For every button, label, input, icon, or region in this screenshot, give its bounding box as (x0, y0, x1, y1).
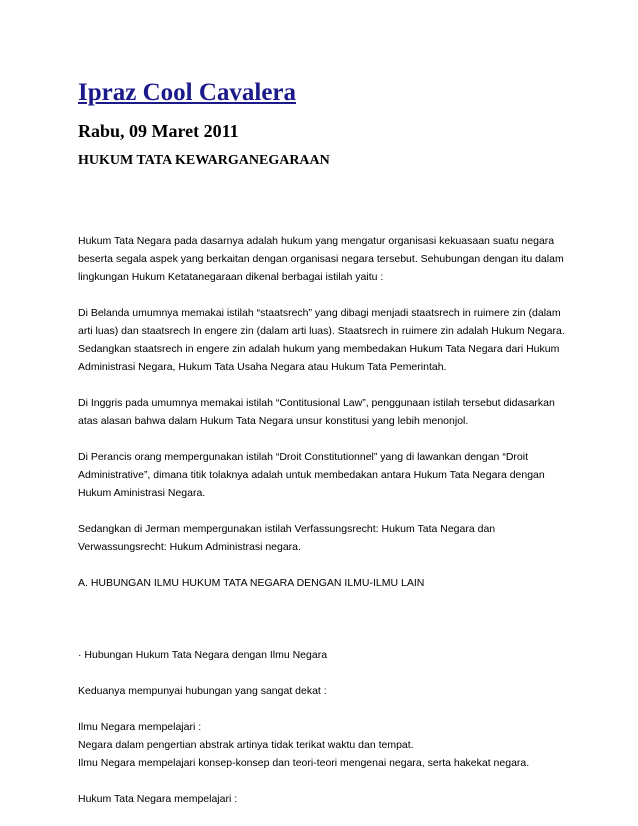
spacer (78, 610, 578, 646)
post-title: HUKUM TATA KEWARGANEGARAAN (78, 153, 330, 168)
section-heading-a (78, 574, 578, 592)
text-line: Negara dalam pengertian abstrak artinya tidak terikat waktu dan tempat. (78, 739, 414, 751)
text-line: Hukum Tata Negara mempelajari : (78, 793, 238, 805)
text-line: Administrasi Negara, Hukum Tata Usaha Negara atau Hukum Tata Pemerintah. (78, 361, 447, 373)
text-line: Verwassungsrecht: Hukum Administrasi negara. (78, 541, 301, 553)
text-line: Hukum Aministrasi Negara. (78, 487, 206, 499)
text-line: Di Belanda umumnya memakai istilah “staatsrech” yang dibagi menjadi staatsrech in ruimere zin (dalam (78, 307, 561, 319)
text-line: Di Inggris pada umumnya memakai istilah “Contitusional Law”, penggunaan istilah tersebut didasarkan (78, 397, 555, 409)
text-line: Hukum Tata Negara pada dasarnya adalah hukum yang mengatur organisasi kekuasaan suatu negara (78, 235, 555, 247)
text-line: Di Perancis orang mempergunakan istilah “Droit Constitutionnel” yang di lawankan dengan “Droit (78, 451, 528, 463)
paragraph-jerman (78, 520, 578, 556)
text-line: Administrative”, dimana titik tolaknya adalah untuk membedakan antara Hukum Tata Negara dengan (78, 469, 545, 481)
text-line: · Hubungan Hukum Tata Negara dengan Ilmu Negara (78, 649, 328, 661)
paragraph-belanda (78, 304, 578, 376)
text-line: arti luas) dan staatsrech In engere zin (dalam arti luas). Staatsrech in ruimere zin adalah Hukum Negara. (78, 325, 565, 337)
text-line: atas alasan bahwa dalam Hukum Tata Negara unsur konstitusi yang lebih menonjol. (78, 415, 469, 427)
text-line: lingkungan Hukum Ketatanegaraan dikenal berbagai istilah yaitu : (78, 271, 384, 283)
paragraph-intro (78, 232, 578, 286)
bullet-hubungan (78, 646, 578, 664)
paragraph-htn-mempelajari (78, 790, 578, 808)
text-line: Sedangkan staatsrech in engere zin adalah hukum yang membedakan Hukum Tata Negara dari Hukum (78, 343, 560, 355)
paragraph-perancis (78, 448, 578, 502)
text-line: Sedangkan di Jerman mempergunakan istilah Verfassungsrecht: Hukum Tata Negara dan (78, 523, 496, 535)
text-line: Ilmu Negara mempelajari konsep-konsep dan teori-teori mengenai negara, serta hakekat negara. (78, 757, 530, 769)
post-date: Rabu, 09 Maret 2011 (78, 121, 239, 141)
text-line: beserta segala aspek yang berkaitan dengan organisasi negara tersebut. Sehubungan dengan itu dalam (78, 253, 564, 265)
text-line: Keduanya mempunyai hubungan yang sangat dekat : (78, 685, 327, 697)
paragraph-keduanya (78, 682, 578, 700)
text-line: Ilmu Negara mempelajari : (78, 721, 202, 733)
blog-title-link[interactable]: Ipraz Cool Cavalera (78, 79, 297, 106)
text-line: A. HUBUNGAN ILMU HUKUM TATA NEGARA DENGAN ILMU-ILMU LAIN (78, 577, 425, 589)
paragraph-ilmu-negara (78, 718, 578, 772)
paragraph-inggris (78, 394, 578, 430)
post-body (78, 232, 578, 826)
